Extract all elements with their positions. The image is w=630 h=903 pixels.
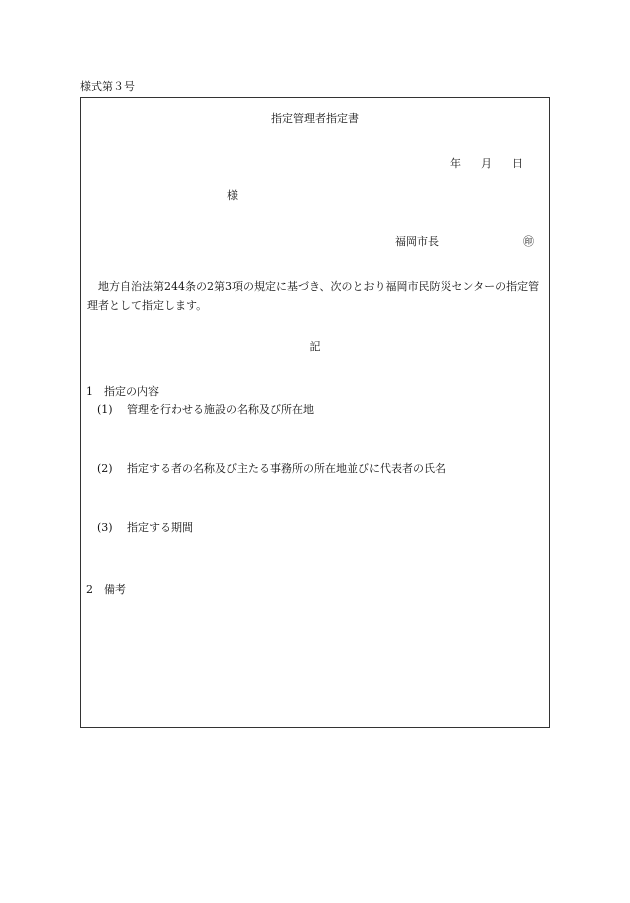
seal-mark: ㊞: [523, 235, 534, 248]
section-2-heading: 2 備考: [86, 583, 126, 596]
section-1-item-2: [97, 463, 446, 474]
item-number: (1): [97, 403, 113, 416]
designation-statement: 地方自治法第244条の2第3項の規定に基づき、次のとおり福岡市民防災センターの指定管理者として指定します。: [87, 280, 540, 312]
section-1-heading: 1 指定の内容: [86, 385, 159, 398]
item-text: 管理を行わせる施設の名称及び所在地: [127, 403, 314, 416]
ki-heading: 記: [309, 340, 321, 353]
recipient-suffix: 様: [227, 189, 238, 202]
date-year-label: 年: [450, 157, 461, 170]
section-1-item-1: [97, 404, 314, 415]
document-title: 指定管理者指定書: [271, 112, 359, 125]
section-1-item-3: [97, 522, 193, 533]
item-text: 指定する者の名称及び主たる事務所の所在地並びに代表者の氏名: [127, 462, 446, 475]
form-number: 様式第３号: [80, 80, 135, 93]
item-text: 指定する期間: [127, 521, 193, 534]
item-number: (3): [97, 521, 113, 534]
date-month-label: 月: [481, 157, 492, 170]
date-day-label: 日: [512, 157, 523, 170]
issuer-title: 福岡市長: [395, 235, 439, 248]
date-line: [450, 158, 523, 169]
item-number: (2): [97, 462, 113, 475]
